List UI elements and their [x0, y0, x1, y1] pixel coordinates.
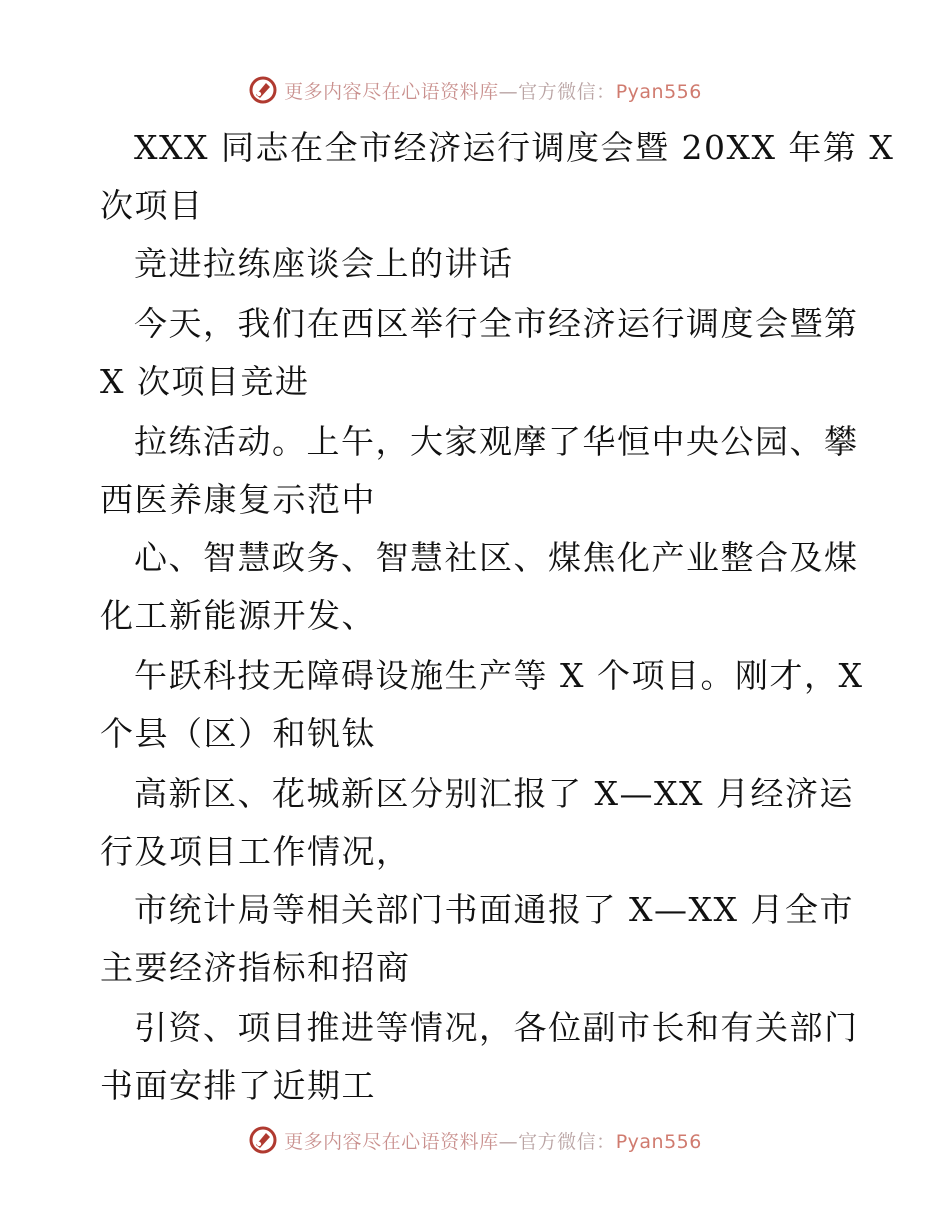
- text-line: 行及项目工作情况，: [100, 832, 411, 871]
- watermark-account: Pyan556: [615, 1130, 702, 1153]
- text-line: 主要经济指标和招商: [100, 948, 411, 987]
- text-line: 市统计局等相关部门书面通报了 X—XX 月全市: [134, 890, 854, 929]
- text-line: 化工新能源开发、: [100, 596, 376, 635]
- text-line: 心、智慧政务、智慧社区、煤焦化产业整合及煤: [134, 538, 859, 577]
- watermark-brand: 更多内容尽在心语资料库: [284, 80, 499, 103]
- text-line: 高新区、花城新区分别汇报了 X—XX 月经济运: [134, 774, 854, 813]
- title-line-3: 竞进拉练座谈会上的讲话: [134, 244, 514, 283]
- watermark-account: Pyan556: [615, 80, 702, 103]
- text-line: X 次项目竞进: [100, 362, 310, 401]
- text-line: 午跃科技无障碍设施生产等 X 个项目。刚才，X: [134, 656, 864, 695]
- text-line: 西医养康复示范中: [100, 480, 376, 519]
- watermark-text: [284, 77, 702, 104]
- watermark-label: 官方微信：: [518, 1130, 616, 1153]
- title-line-1: XXX 同志在全市经济运行调度会暨 20XX 年第 X: [134, 128, 895, 167]
- brand-logo-icon: [248, 75, 278, 105]
- watermark-dash: —: [498, 80, 519, 103]
- text-line: 今天，我们在西区举行全市经济运行调度会暨第: [134, 304, 859, 343]
- brand-logo-icon: [248, 1125, 278, 1155]
- text-line: 引资、项目推进等情况，各位副市长和有关部门: [134, 1008, 859, 1047]
- watermark-label: 官方微信：: [518, 80, 616, 103]
- text-line: 个县（区）和钒钛: [100, 714, 376, 753]
- header-watermark: [0, 70, 950, 110]
- watermark-brand: 更多内容尽在心语资料库: [284, 1130, 499, 1153]
- text-line: 书面安排了近期工: [100, 1066, 376, 1105]
- text-line: 拉练活动。上午，大家观摩了华恒中央公园、攀: [134, 422, 859, 461]
- watermark-dash: —: [498, 1130, 519, 1153]
- watermark-text: [284, 1127, 702, 1154]
- title-line-2: 次项目: [100, 186, 204, 225]
- footer-watermark: [0, 1120, 950, 1160]
